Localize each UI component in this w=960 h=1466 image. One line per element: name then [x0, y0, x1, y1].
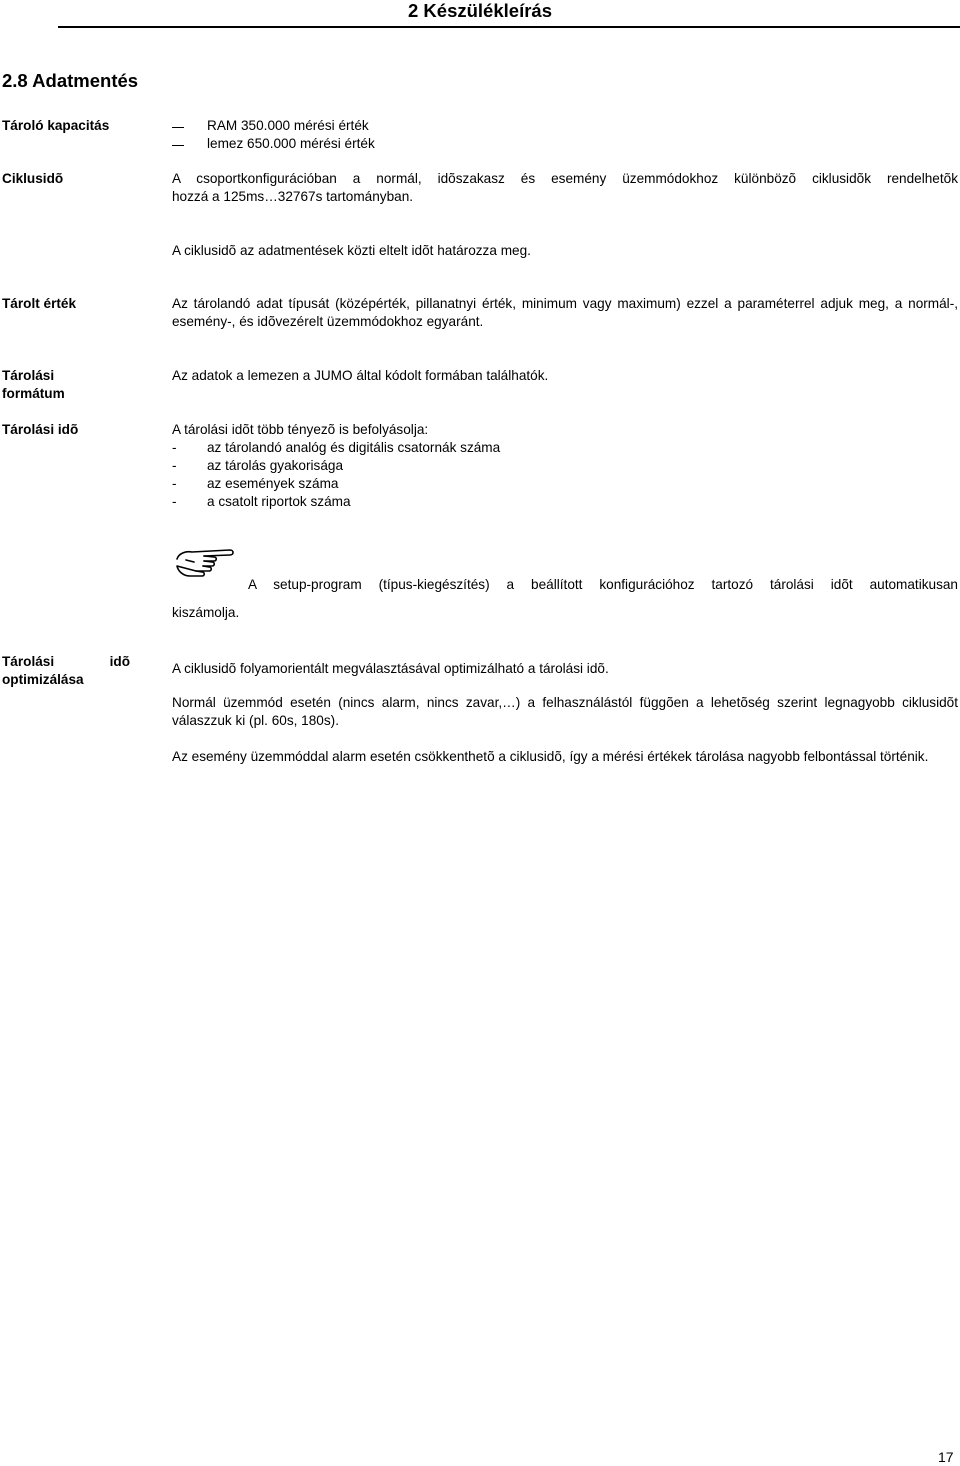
cycle-time-label: Ciklusidõ [2, 171, 64, 186]
capacity-item-text: lemez 650.000 mérési érték [207, 136, 375, 151]
capacity-item-ram [172, 117, 958, 135]
storage-format-label-line2: formátum [2, 386, 65, 401]
setup-note-text-end: kiszámolja. [172, 605, 240, 620]
dash-bullet [172, 117, 207, 135]
storage-format-label [2, 367, 152, 403]
stored-value-text: Az tárolandó adat típusát (középérték, pillanatnyi érték, minimum vagy maximum) ezzel a paraméterrel adjuk meg, a normál-, esemény-, és idõvezérelt üzemmódokhoz egyaránt. [172, 296, 958, 329]
pointing-hand-icon [174, 545, 236, 581]
optimization-para1: A ciklusidõ folyamorientált megválasztásával optimizálható a tárolási idõ. [172, 661, 609, 676]
optimization-label-word2: idõ [109, 654, 130, 669]
list-bullet: - [172, 494, 177, 509]
list-item-text: az tárolandó analóg és digitális csatornák száma [207, 440, 501, 455]
optimization-para3: Az esemény üzemmóddal alarm esetén csökkenthetõ a ciklusidõ, így a mérési értékek tárolása nagyobb felbontással történik. [172, 749, 929, 764]
storage-format-label-line1: Tárolási [2, 368, 55, 383]
setup-note-text: A setup-program (típus-kiegészítés) a beállított konfigurációhoz tartozó tárolási idõt automatikusan [248, 577, 958, 592]
list-item [172, 475, 958, 493]
dash-bullet [172, 135, 207, 153]
stored-value-label: Tárolt érték [2, 296, 77, 311]
list-item [172, 457, 958, 475]
list-bullet: - [172, 458, 177, 473]
list-item [172, 439, 958, 457]
page-header-title: 2 Készülékleírás [408, 0, 552, 21]
cycle-time-definition: A ciklusidõ az adatmentések közti eltelt idõt határozza meg. [172, 243, 531, 258]
optimization-label-line2: optimizálása [2, 672, 84, 687]
page-number: 17 [938, 1449, 954, 1465]
list-bullet: - [172, 476, 177, 491]
header-divider [58, 26, 960, 28]
cycle-time-text [172, 170, 958, 206]
capacity-list [172, 117, 958, 153]
storage-format-text: Az adatok a lemezen a JUMO által kódolt formában találhatók. [172, 368, 549, 383]
list-item-text: a csatolt riportok száma [207, 494, 351, 509]
cycle-time-line2: hozzá a 125ms…32767s tartományban. [172, 189, 414, 204]
section-title: 2.8 Adatmentés [2, 70, 139, 91]
list-item-text: az tárolás gyakorisága [207, 458, 344, 473]
capacity-item-text: RAM 350.000 mérési érték [207, 118, 369, 133]
storage-time-label: Tárolási idõ [2, 422, 79, 437]
optimization-label-line1 [2, 653, 130, 671]
list-item [172, 493, 958, 511]
list-bullet: - [172, 440, 177, 455]
capacity-item-disk [172, 135, 958, 153]
cycle-time-line1: A csoportkonfigurációban a normál, idõszakasz és esemény üzemmódokhoz különbözõ ciklusidõk rendelhetõk [172, 171, 958, 186]
optimization-para2: Normál üzemmód esetén (nincs alarm, nincs zavar,…) a felhasználástól függõen a lehetõség szerint legnagyobb ciklusidõt válaszzuk ki (pl. 60s, 180s). [172, 695, 958, 728]
capacity-label: Tároló kapacitás [2, 118, 110, 133]
list-item-text: az események száma [207, 476, 339, 491]
storage-time-intro: A tárolási idõt több tényezõ is befolyásolja: [172, 422, 429, 437]
storage-time-block [172, 421, 958, 511]
optimization-label-word1: Tárolási [2, 654, 55, 669]
